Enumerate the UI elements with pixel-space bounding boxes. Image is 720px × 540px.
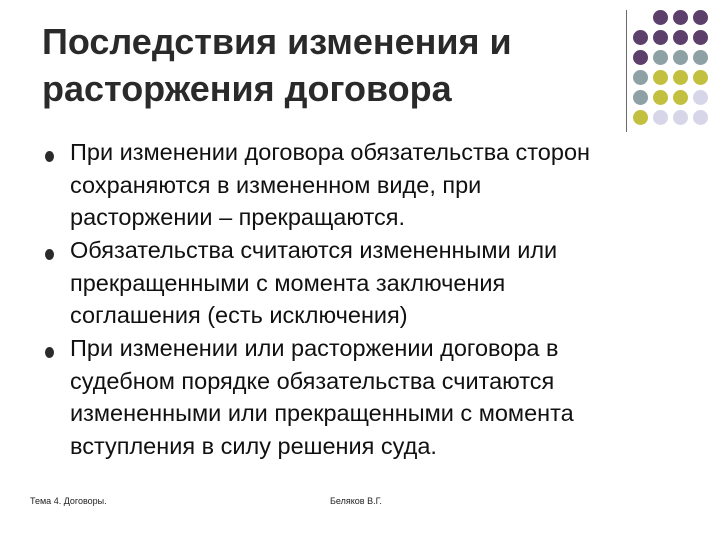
- decorative-dot: [633, 90, 648, 105]
- decorative-dot: [633, 70, 648, 85]
- bullet-icon: [45, 347, 54, 358]
- decorative-dot: [693, 90, 708, 105]
- bullet-line: При изменении договора обязательства сторон: [70, 139, 590, 165]
- decorative-dot: [693, 30, 708, 45]
- bullet-line: Обязательства считаются измененными или: [70, 237, 558, 263]
- footer-topic: Тема 4. Договоры.: [30, 496, 107, 506]
- bullet-text: [70, 234, 670, 332]
- decorative-dot: [633, 50, 648, 65]
- bullet-line: сохраняются в измененном виде, при: [70, 171, 482, 198]
- decorative-dot: [653, 70, 668, 85]
- slide-title-line-1: Последствия изменения и: [42, 21, 512, 62]
- bullet-line: вступления в силу решения суда.: [70, 432, 437, 459]
- decorative-dot: [653, 30, 668, 45]
- bullet-text: [70, 332, 670, 462]
- decorative-dot: [653, 110, 668, 125]
- decorative-dot: [693, 10, 708, 25]
- slide-title-line-2: расторжения договора: [42, 68, 452, 109]
- bullet-text: [70, 136, 670, 234]
- decorative-dot: [673, 70, 688, 85]
- bullet-icon: [45, 249, 54, 260]
- decorative-dot: [673, 90, 688, 105]
- decorative-dot: [693, 50, 708, 65]
- bullet-line: При изменении или расторжении договора в: [70, 335, 559, 361]
- decorative-dot: [653, 90, 668, 105]
- decorative-dot: [633, 110, 648, 125]
- decorative-dot: [653, 10, 668, 25]
- footer-author: Беляков В.Г.: [330, 496, 382, 506]
- decorative-dot: [633, 30, 648, 45]
- decorative-dot: [673, 30, 688, 45]
- bullet-line: судебном порядке обязательства считаются: [70, 367, 555, 394]
- bullet-line: измененными или прекращенными с момента: [70, 400, 574, 426]
- bullet-line: прекращенными с момента заключения: [70, 269, 506, 296]
- title-divider: [626, 10, 627, 132]
- decorative-dot: [673, 50, 688, 65]
- decorative-dot: [673, 10, 688, 25]
- bullet-line: расторжении – прекращаются.: [70, 204, 405, 230]
- decorative-dot: [673, 110, 688, 125]
- decorative-dot: [653, 50, 668, 65]
- decorative-dot: [693, 70, 708, 85]
- bullet-icon: [45, 151, 54, 162]
- slide-title: [42, 18, 602, 112]
- bullet-line: соглашения (есть исключения): [70, 302, 408, 328]
- decorative-dot: [693, 110, 708, 125]
